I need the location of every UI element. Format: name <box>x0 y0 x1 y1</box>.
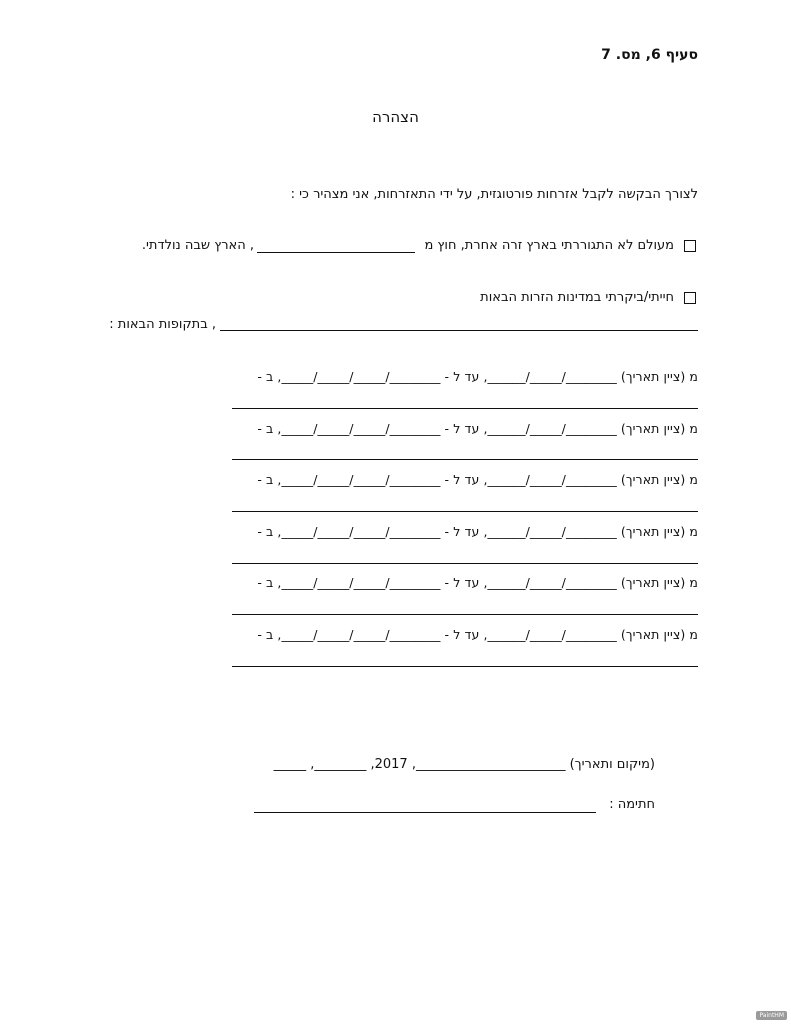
period-location-field-5[interactable] <box>232 614 698 615</box>
period-row-2: מ (ציין תאריך) ________/_____/______, עד ל - ________/_____/_____/_____, ב - <box>257 421 698 436</box>
watermark-badge: PaintHM <box>756 1011 787 1020</box>
section-reference: סעיף 6, מס. 7 <box>601 47 698 63</box>
never-lived-abroad-checkbox[interactable] <box>684 240 696 252</box>
signature-label: חתימה : <box>609 797 655 812</box>
period-location-field-2[interactable] <box>232 459 698 460</box>
periods-label: , בתקופות הבאות : <box>109 317 216 332</box>
birth-country-field[interactable] <box>257 252 415 253</box>
place-and-date: (מיקום ותאריך) _______________________, 2017, ________, _____ <box>273 757 655 772</box>
option1-prefix: מעולם לא התגוררתי בארץ זרה אחרת, חוץ מ <box>424 238 674 253</box>
period-row-5: מ (ציין תאריך) ________/_____/______, עד ל - ________/_____/_____/_____, ב - <box>257 575 698 590</box>
intro-statement: לצורך הבקשה לקבל אזרחות פורטוגזית, על ידי התאזרחות, אני מצהיר כי : <box>290 187 698 202</box>
lived-abroad-checkbox[interactable] <box>684 292 696 304</box>
option1-suffix: , הארץ שבה נולדתי. <box>141 238 254 253</box>
period-location-field-1[interactable] <box>232 408 698 409</box>
page-title: הצהרה <box>372 108 419 126</box>
countries-field[interactable] <box>220 330 698 331</box>
period-row-3: מ (ציין תאריך) ________/_____/______, עד ל - ________/_____/_____/_____, ב - <box>257 472 698 487</box>
signature-field[interactable] <box>254 812 596 813</box>
period-row-1: מ (ציין תאריך) ________/_____/______, עד ל - ________/_____/_____/_____, ב - <box>257 369 698 384</box>
period-location-field-3[interactable] <box>232 511 698 512</box>
period-location-field-4[interactable] <box>232 563 698 564</box>
period-row-6: מ (ציין תאריך) ________/_____/______, עד ל - ________/_____/_____/_____, ב - <box>257 627 698 642</box>
period-location-field-6[interactable] <box>232 666 698 667</box>
option2-label: חייתי/ביקרתי במדינות הזרות הבאות <box>480 290 674 305</box>
period-row-4: מ (ציין תאריך) ________/_____/______, עד ל - ________/_____/_____/_____, ב - <box>257 524 698 539</box>
